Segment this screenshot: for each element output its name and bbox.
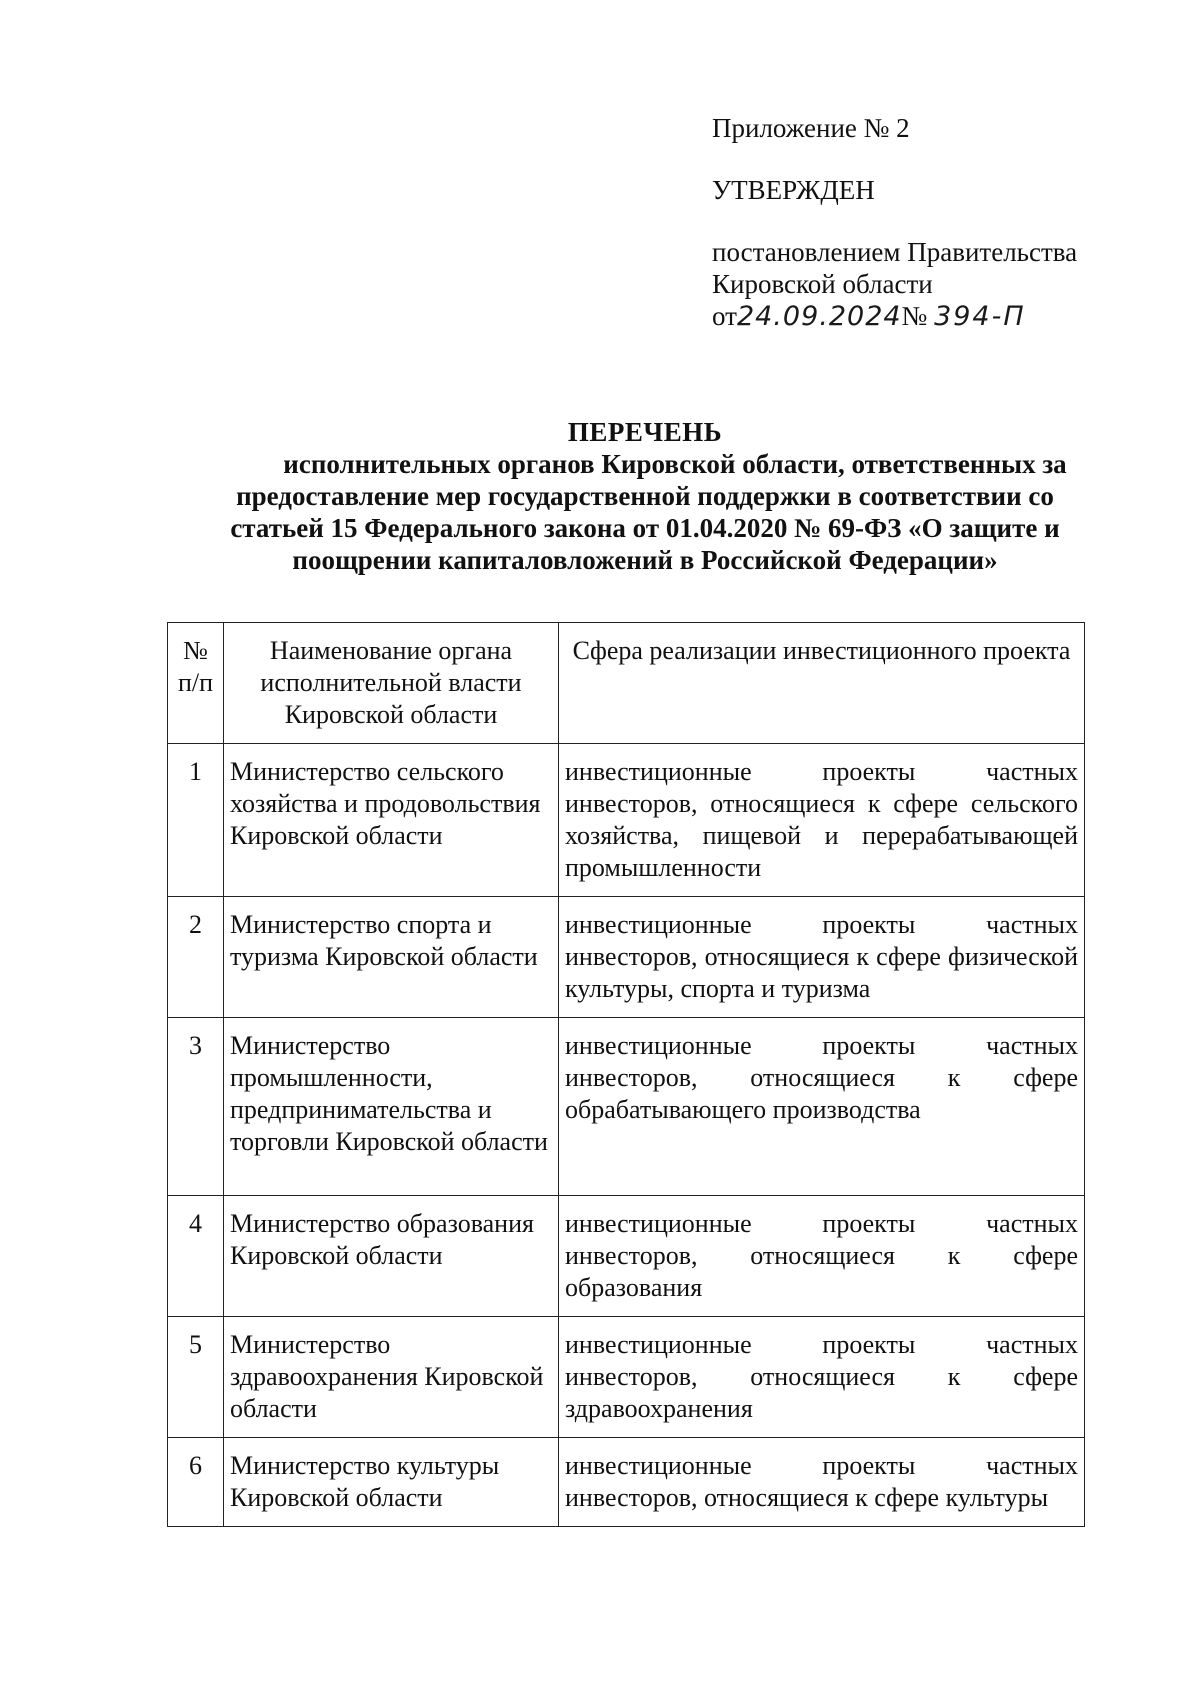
heading-line-3: статьей 15 Федерального закона от 01.04.2020 № 69-ФЗ «О защите и: [230, 513, 1060, 543]
handwritten-date: 24.09.2024: [736, 301, 902, 332]
resolution-line: постановлением Правительства: [712, 237, 1078, 267]
row-org: Министерство культуры Кировской области: [224, 1438, 559, 1527]
header-num: № п/п: [168, 623, 224, 744]
row-org: Министерство здравоохранения Кировской области: [224, 1317, 559, 1438]
table-header-row: [168, 623, 1085, 744]
row-org: Министерство образования Кировской области: [224, 1196, 559, 1317]
registry-table: [167, 622, 1085, 1527]
number-prefix: №: [901, 301, 928, 331]
row-sphere: инвестиционные проекты частных инвесторов, относящиеся к сфере образования: [559, 1196, 1085, 1317]
table-row: [168, 897, 1085, 1018]
row-org: Министерство промышленности, предпринимательства и торговли Кировской области: [224, 1018, 559, 1196]
handwritten-number: 394-П: [934, 301, 1026, 332]
approved-label: УТВЕРЖДЕН: [712, 175, 875, 205]
row-sphere: инвестиционные проекты частных инвесторов, относящиеся к сфере физической культуры, спорта и туризма: [559, 897, 1085, 1018]
row-org: Министерство сельского хозяйства и продовольствия Кировской области: [224, 744, 559, 897]
row-num: 4: [168, 1196, 224, 1317]
resolution-date-line: [712, 300, 1132, 333]
heading-line-2: предоставление мер государственной поддержки в соответствии со: [236, 481, 1054, 511]
row-num: 3: [168, 1018, 224, 1196]
row-num: 6: [168, 1438, 224, 1527]
heading-line-1: исполнительных органов Кировской области, ответственных за: [283, 449, 1067, 479]
date-prefix: от: [712, 301, 737, 331]
row-sphere: инвестиционные проекты частных инвесторов, относящиеся к сфере обрабатывающего производства: [559, 1018, 1085, 1196]
row-sphere: инвестиционные проекты частных инвесторов, относящиеся к сфере здравоохранения: [559, 1317, 1085, 1438]
heading-line-4: поощрении капиталовложений в Российской Федерации»: [292, 545, 998, 575]
row-num: 2: [168, 897, 224, 1018]
table-row: [168, 1438, 1085, 1527]
row-sphere: инвестиционные проекты частных инвесторов, относящиеся к сфере культуры: [559, 1438, 1085, 1527]
header-sphere: Сфера реализации инвестиционного проекта: [559, 623, 1085, 744]
header-org: Наименование органа исполнительной власти Кировской области: [224, 623, 559, 744]
table-row: [168, 1196, 1085, 1317]
table-row: [168, 1018, 1085, 1196]
table-row: [168, 1317, 1085, 1438]
document-title: ПЕРЕЧЕНЬ: [567, 417, 723, 447]
row-num: 5: [168, 1317, 224, 1438]
table-row: [168, 744, 1085, 897]
approval-block: [712, 112, 1132, 333]
row-org: Министерство спорта и туризма Кировской области: [224, 897, 559, 1018]
region-line: Кировской области: [712, 269, 933, 299]
annex-label: Приложение № 2: [712, 113, 910, 143]
document-heading: [180, 416, 1110, 576]
row-sphere: инвестиционные проекты частных инвесторов, относящиеся к сфере сельского хозяйства, пищевой и перерабатывающей промышленности: [559, 744, 1085, 897]
row-num: 1: [168, 744, 224, 897]
